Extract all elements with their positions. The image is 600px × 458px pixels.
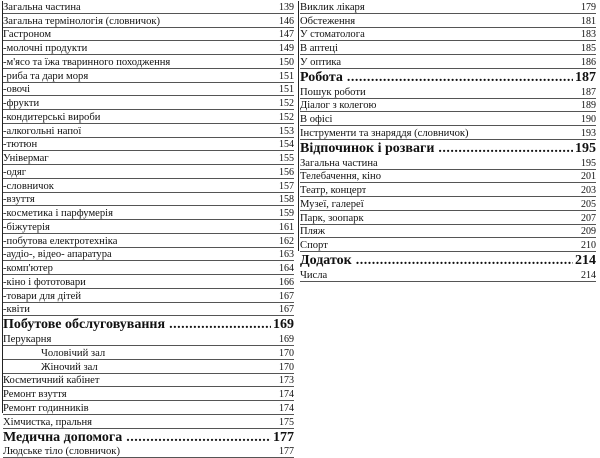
toc-entry — [3, 14, 294, 28]
toc-entry — [3, 206, 294, 220]
toc-entry-title: Пошук роботи — [300, 87, 366, 98]
toc-entry — [3, 110, 294, 124]
toc-entry-title: -косметика і парфумерія — [3, 208, 113, 219]
toc-entry — [3, 179, 294, 193]
toc-page-number: 174 — [275, 389, 294, 400]
toc-page-number: 150 — [275, 57, 294, 68]
toc-entry — [300, 0, 596, 14]
toc-section-heading — [300, 69, 596, 85]
toc-entry-title: -кондитерські вироби — [3, 112, 100, 123]
toc-page-number: 177 — [275, 446, 294, 457]
toc-entry-title: -риба та дари моря — [3, 71, 88, 82]
toc-entry-title: Універмаг — [3, 153, 49, 164]
toc-page-number: 189 — [577, 100, 596, 111]
toc-page-number: 170 — [275, 362, 294, 373]
toc-page-number: 209 — [577, 226, 596, 237]
toc-entry-title: -побутова електротехніка — [3, 236, 117, 247]
toc-page-number: 161 — [275, 222, 294, 233]
toc-page-number: 175 — [275, 417, 294, 428]
toc-entry-title: В офісі — [300, 114, 332, 125]
toc-entry-title: -комп'ютер — [3, 263, 53, 274]
toc-page-number: 205 — [577, 199, 596, 210]
toc-entry — [3, 346, 294, 360]
toc-entry — [3, 332, 294, 346]
toc-page-number: 139 — [275, 2, 294, 13]
toc-entry-title: В аптеці — [300, 43, 338, 54]
toc-page-number: 151 — [275, 84, 294, 95]
toc-page-number: 167 — [275, 291, 294, 302]
toc-entry-title: Спорт — [300, 240, 328, 251]
toc-page-number: 159 — [275, 208, 294, 219]
toc-entry-title: -одяг — [3, 167, 26, 178]
toc-entry-title: Загальна термінологія (словничок) — [3, 16, 160, 27]
toc-entry-title: Відпочинок і розваги ..... — [300, 141, 573, 156]
toc-page-number: 170 — [275, 348, 294, 359]
toc-entry — [3, 387, 294, 401]
toc-entry — [300, 14, 596, 28]
toc-entry-title: Пляж — [300, 226, 325, 237]
toc-entry-title: -взуття — [3, 194, 35, 205]
toc-entry — [300, 183, 596, 197]
toc-page-number: 185 — [577, 43, 596, 54]
toc-entry-title: Театр, концерт — [300, 185, 366, 196]
toc-entry-title: Телебачення, кіно — [300, 171, 381, 182]
toc-entry — [3, 289, 294, 303]
toc-entry-title: -словничок — [3, 181, 54, 192]
toc-page-number: 157 — [275, 181, 294, 192]
toc-page-number: 146 — [275, 16, 294, 27]
toc-page-number: 153 — [275, 126, 294, 137]
toc-entry — [3, 138, 294, 152]
toc-page-number: 195 — [577, 158, 596, 169]
toc-entry — [3, 69, 294, 83]
toc-entry-title: -аудіо-, відео- апаратура — [3, 249, 112, 260]
toc-entry — [300, 268, 596, 282]
toc-entry — [3, 55, 294, 69]
toc-entry — [3, 220, 294, 234]
toc-entry-title: Парк, зоопарк — [300, 213, 364, 224]
toc-entry-title: Музеї, галереї — [300, 199, 364, 210]
toc-entry-title: Виклик лікаря — [300, 2, 365, 13]
toc-section-heading — [3, 429, 294, 445]
toc-page-number: 190 — [577, 114, 596, 125]
toc-page-number: 193 — [577, 128, 596, 139]
toc-entry-title: -молочні продукти — [3, 43, 87, 54]
toc-page-number: 173 — [275, 375, 294, 386]
toc-entry — [300, 225, 596, 239]
toc-entry-title: Косметичний кабінет — [3, 375, 100, 386]
toc-entry — [3, 124, 294, 138]
toc-entry-title: -м'ясо та їжа тваринного походження — [3, 57, 170, 68]
toc-page-number: 183 — [577, 29, 596, 40]
toc-page-number: 164 — [275, 263, 294, 274]
toc-page-number: 187 — [573, 70, 596, 85]
toc-page-number: 152 — [275, 98, 294, 109]
toc-entry — [3, 401, 294, 415]
toc-page-number: 201 — [577, 171, 596, 182]
toc-entry — [3, 275, 294, 289]
toc-entry — [3, 234, 294, 248]
toc-entry-title: Жіночий зал — [3, 362, 98, 373]
toc-page-number: 214 — [573, 253, 596, 268]
toc-entry-title: Інструменти та знаряддя (словничок) — [300, 128, 469, 139]
toc-entry-title: Перукарня — [3, 334, 51, 345]
toc-entry — [3, 374, 294, 388]
toc-page-number: 174 — [275, 403, 294, 414]
toc-page-number: 151 — [275, 71, 294, 82]
toc-page-number: 158 — [275, 194, 294, 205]
toc-page-number: 214 — [577, 270, 596, 281]
toc-page-number: 162 — [275, 236, 294, 247]
toc-page-number: 156 — [275, 167, 294, 178]
toc-entry-title: -алкогольні напої — [3, 126, 81, 137]
toc-entry-title: Загальна частина — [3, 2, 81, 13]
toc-entry-title: Додаток ..... — [300, 253, 573, 268]
toc-entry — [300, 197, 596, 211]
toc-entry — [3, 303, 294, 317]
toc-entry — [300, 170, 596, 184]
toc-entry — [3, 28, 294, 42]
toc-entry — [300, 99, 596, 113]
toc-page-number: 169 — [271, 317, 294, 332]
toc-page-number: 210 — [577, 240, 596, 251]
toc-page-number: 155 — [275, 153, 294, 164]
toc-entry — [3, 41, 294, 55]
toc-entry-title: -товари для дітей — [3, 291, 81, 302]
toc-entry — [3, 165, 294, 179]
toc-entry — [300, 238, 596, 252]
toc-entry — [300, 28, 596, 42]
toc-page-number: 195 — [573, 141, 596, 156]
toc-entry-title: -біжутерія — [3, 222, 50, 233]
toc-page-number: 181 — [577, 16, 596, 27]
toc-section-heading — [300, 140, 596, 156]
toc-entry — [3, 248, 294, 262]
toc-entry — [300, 112, 596, 126]
toc-entry-title: -фрукти — [3, 98, 39, 109]
toc-section-heading — [300, 252, 596, 268]
toc-page-number: 186 — [577, 57, 596, 68]
toc-page-number: 149 — [275, 43, 294, 54]
toc-entry — [300, 41, 596, 55]
toc-entry-title: У оптика — [300, 57, 341, 68]
toc-page-number: 167 — [275, 304, 294, 315]
toc-page-number: 152 — [275, 112, 294, 123]
toc-page-number: 177 — [271, 430, 294, 445]
toc-page-number: 154 — [275, 139, 294, 150]
toc-entry-title: Діалог з колегою — [300, 100, 376, 111]
toc-entry — [3, 151, 294, 165]
toc-entry-title: Загальна частина — [300, 158, 378, 169]
toc-page-number: 179 — [577, 2, 596, 13]
toc-entry — [300, 85, 596, 99]
toc-entry — [3, 445, 294, 458]
toc-entry-title: Побутове обслуговування ..... — [3, 317, 271, 332]
toc-entry-title: -овочі — [3, 84, 30, 95]
toc-entry-title: Ремонт годинників — [3, 403, 89, 414]
toc-entry — [300, 156, 596, 170]
toc-entry — [3, 193, 294, 207]
toc-entry — [3, 261, 294, 275]
toc-right-column — [300, 0, 596, 282]
toc-entry-title: Хімчистка, пральня — [3, 417, 92, 428]
toc-page-number: 203 — [577, 185, 596, 196]
toc-entry — [300, 211, 596, 225]
toc-entry-title: Ремонт взуття — [3, 389, 67, 400]
toc-left-column — [3, 0, 294, 458]
toc-entry-title: Чоловічий зал — [3, 348, 105, 359]
toc-page-number: 187 — [577, 87, 596, 98]
toc-entry-title: Числа — [300, 270, 327, 281]
toc-entry-title: Людське тіло (словничок) — [3, 446, 120, 457]
toc-entry — [3, 96, 294, 110]
toc-entry — [3, 83, 294, 97]
toc-entry-title: Гастроном — [3, 29, 51, 40]
toc-entry — [3, 360, 294, 374]
toc-page-number: 169 — [275, 334, 294, 345]
toc-entry-title: Робота ..... — [300, 70, 573, 85]
toc-entry-title: -квіти — [3, 304, 30, 315]
toc-page-number: 207 — [577, 213, 596, 224]
toc-entry-title: Обстеження — [300, 16, 355, 27]
toc-entry-title: -тютюн — [3, 139, 37, 150]
toc-section-heading — [3, 316, 294, 332]
toc-entry — [3, 0, 294, 14]
toc-entry-title: У стоматолога — [300, 29, 365, 40]
toc-entry — [300, 126, 596, 140]
toc-entry — [300, 55, 596, 69]
toc-page-number: 163 — [275, 249, 294, 260]
toc-page-number: 166 — [275, 277, 294, 288]
toc-page-number: 147 — [275, 29, 294, 40]
toc-entry-title: Медична допомога ..... — [3, 430, 271, 445]
toc-entry-title: -кіно і фототовари — [3, 277, 86, 288]
